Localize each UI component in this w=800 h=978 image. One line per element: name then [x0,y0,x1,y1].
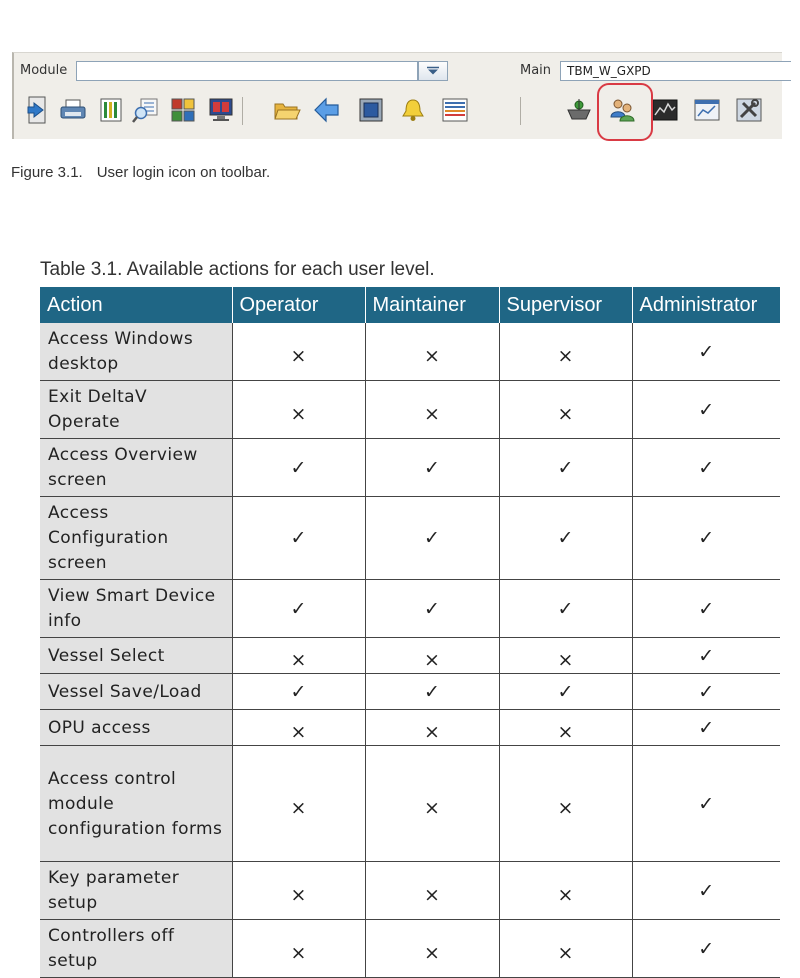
table-title: Table 3.1. Available actions for each user level. [40,259,435,280]
figure-caption-text: User login icon on toolbar. [96,164,271,181]
cross-icon: × [424,796,440,819]
cross-mark-cell [232,710,365,746]
check-icon: ✓ [557,597,574,620]
check-mark-cell [632,323,780,381]
check-icon: ✓ [424,527,440,549]
check-mark-cell [632,580,780,638]
check-mark-cell [632,920,780,978]
list-icon[interactable] [440,95,470,125]
check-mark-cell [232,674,365,710]
cross-mark-cell [499,862,632,920]
check-mark-cell [499,439,632,497]
check-mark-cell [632,674,780,710]
column-header-administrator: Administrator [632,287,780,323]
cross-icon: × [424,402,440,425]
check-icon: ✓ [290,597,307,620]
cross-mark-cell [232,381,365,439]
action-cell: Controllers off setup [40,920,232,978]
action-cell: Access control module configuration forms [40,746,232,862]
cross-icon: × [424,941,440,964]
check-mark-cell [365,674,499,710]
table-row [40,497,780,580]
table-row [40,323,780,381]
cross-icon: × [424,648,440,671]
module-dropdown-button[interactable] [418,61,448,81]
cross-mark-cell [365,638,499,674]
toolbar-field-row [14,53,782,89]
cross-icon: × [424,883,440,906]
cross-mark-cell [232,920,365,978]
cross-mark-cell [365,710,499,746]
cross-mark-cell [232,638,365,674]
print-icon[interactable] [58,95,88,125]
check-icon: ✓ [698,398,715,421]
table-row [40,674,780,710]
table-body [40,323,780,978]
cross-mark-cell [365,920,499,978]
cross-mark-cell [365,381,499,439]
check-mark-cell [499,497,632,580]
cross-mark-cell [232,323,365,381]
check-mark-cell [365,497,499,580]
table-row [40,710,780,746]
table-row [40,580,780,638]
main-label: Main [520,63,552,78]
check-icon: ✓ [557,456,574,479]
table-row [40,381,780,439]
check-icon: ✓ [698,937,715,960]
column-header-supervisor: Supervisor [499,287,632,323]
check-icon: ✓ [424,597,440,620]
main-display-field[interactable] [560,61,791,81]
action-cell: Vessel Save/Load [40,674,232,710]
check-mark-cell [365,580,499,638]
toolbar-screenshot [12,52,782,139]
bars-icon[interactable] [96,95,126,125]
cross-icon: × [290,648,307,671]
cross-icon: × [424,720,440,743]
cross-mark-cell [499,710,632,746]
cross-icon: × [290,796,307,819]
cross-mark-cell [365,746,499,862]
cross-icon: × [557,883,574,906]
check-icon: ✓ [698,527,715,549]
check-icon: ✓ [698,456,715,479]
cross-icon: × [424,344,440,367]
check-mark-cell [632,710,780,746]
check-mark-cell [632,439,780,497]
table-header-row [40,287,780,323]
check-mark-cell [499,674,632,710]
cross-icon: × [557,796,574,819]
window-icon[interactable] [356,95,386,125]
main-display-value: TBM_W_GXPD [567,64,651,78]
check-mark-cell [499,580,632,638]
action-cell: Vessel Select [40,638,232,674]
cross-icon: × [557,402,574,425]
check-icon: ✓ [698,879,715,902]
action-cell: Access Windows desktop [40,323,232,381]
cross-icon: × [290,720,307,743]
check-icon: ✓ [698,680,715,703]
check-icon: ✓ [557,680,574,703]
cross-mark-cell [232,746,365,862]
cross-icon: × [557,720,574,743]
module-label: Module [20,63,68,78]
check-icon: ✓ [698,644,715,667]
cross-mark-cell [499,746,632,862]
cross-icon: × [557,941,574,964]
check-mark-cell [365,439,499,497]
check-icon: ✓ [424,456,440,479]
cross-mark-cell [499,323,632,381]
cross-icon: × [290,941,307,964]
table-row [40,638,780,674]
back-arrow-icon[interactable] [312,95,342,125]
action-cell: Key parameter setup [40,862,232,920]
table-row [40,439,780,497]
check-mark-cell [632,497,780,580]
check-mark-cell [632,862,780,920]
check-icon: ✓ [698,792,715,815]
display-icon[interactable] [168,95,198,125]
monitor-icon[interactable] [206,95,236,125]
cross-mark-cell [365,862,499,920]
user-actions-table [40,287,780,978]
cross-icon: × [290,883,307,906]
check-icon: ✓ [698,597,715,620]
action-cell: OPU access [40,710,232,746]
chevron-down-icon [426,66,440,76]
toolbar-separator [520,97,521,125]
cross-mark-cell [499,920,632,978]
table-row [40,920,780,978]
check-mark-cell [232,439,365,497]
bell-icon[interactable] [398,95,428,125]
toolbar-icon-row [14,91,782,131]
toolbar-separator [242,97,243,125]
column-header-operator: Operator [232,287,365,323]
check-mark-cell [632,638,780,674]
column-header-action: Action [40,287,232,323]
action-cell: View Smart Device info [40,580,232,638]
cross-mark-cell [232,862,365,920]
tools-icon[interactable] [734,95,764,125]
cross-icon: × [557,648,574,671]
check-mark-cell [232,580,365,638]
vessel-icon[interactable] [564,95,594,125]
table-row [40,746,780,862]
cross-mark-cell [499,638,632,674]
figure-caption [11,164,270,181]
check-mark-cell [632,746,780,862]
login-icon-highlight [597,83,653,141]
trend-icon[interactable] [650,95,680,125]
cross-icon: × [290,402,307,425]
chart-icon[interactable] [692,95,722,125]
action-cell: Exit DeltaV Operate [40,381,232,439]
cross-icon: × [557,344,574,367]
table-row [40,862,780,920]
check-icon: ✓ [557,527,574,549]
check-icon: ✓ [698,340,715,363]
check-mark-cell [632,381,780,439]
exit-icon[interactable] [22,95,52,125]
check-icon: ✓ [290,456,307,479]
action-cell: Access Overview screen [40,439,232,497]
check-icon: ✓ [698,716,715,739]
check-mark-cell [232,497,365,580]
action-cell: Access Configuration screen [40,497,232,580]
module-input[interactable] [76,61,418,81]
figure-number: Figure 3.1. [11,164,83,181]
cross-mark-cell [499,381,632,439]
column-header-maintainer: Maintainer [365,287,499,323]
search-detail-icon[interactable] [130,95,160,125]
cross-icon: × [290,344,307,367]
check-icon: ✓ [290,527,307,549]
check-icon: ✓ [290,680,307,703]
folder-open-icon[interactable] [272,95,302,125]
check-icon: ✓ [424,680,440,703]
cross-mark-cell [365,323,499,381]
